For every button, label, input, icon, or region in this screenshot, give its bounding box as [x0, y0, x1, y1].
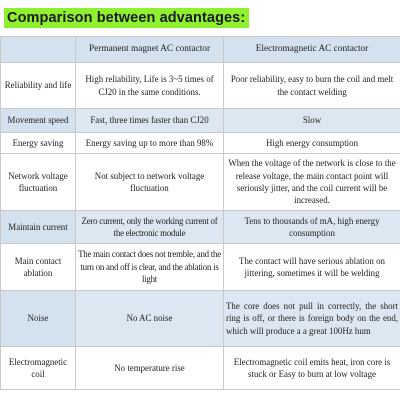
electromagnetic-cell: Electromagnetic coil emits heat, iron core is stuck or Easy to burn at low voltage [224, 347, 400, 390]
permanent-magnet-cell: No temperature rise [76, 347, 224, 390]
header-feature-cell [1, 37, 76, 63]
feature-cell: Energy saving [1, 133, 76, 154]
electromagnetic-cell: High energy consumption [224, 133, 400, 154]
comparison-table [0, 36, 400, 390]
header-permanent-magnet: Permanent magnet AC contactor [76, 37, 224, 63]
permanent-magnet-cell: Zero current, only the working current of the electronic module [76, 211, 224, 244]
electromagnetic-cell: When the voltage of the network is close to the release voltage, the main contact point will seriously jitter, and the coil current will be increased. [224, 154, 400, 211]
table-row [1, 154, 400, 211]
feature-cell: Network voltage fluctuation [1, 154, 76, 211]
header-electromagnetic: Electromagnetic AC contactor [224, 37, 400, 63]
table-header-row [1, 37, 400, 63]
electromagnetic-cell: Tens to thousands of mA, high energy consumption [224, 211, 400, 244]
electromagnetic-cell: Poor reliability, easy to burn the coil and melt the contact welding [224, 63, 400, 109]
title-highlight [4, 8, 249, 28]
permanent-magnet-cell: High reliability, Life is 3~5 times of CJ20 in the same conditions. [76, 63, 224, 109]
feature-cell: Electromagnetic coil [1, 347, 76, 390]
permanent-magnet-cell: No AC noise [76, 291, 224, 347]
electromagnetic-cell: The core does not pull in correctly, the short ring is off, or there is foreign body on the end, which will produce a a great 100Hz hum [224, 291, 400, 347]
permanent-magnet-cell: Energy saving up to more than 98% [76, 133, 224, 154]
feature-cell: Noise [1, 291, 76, 347]
table-row [1, 347, 400, 390]
table-row [1, 133, 400, 154]
table-row [1, 109, 400, 133]
electromagnetic-cell: The contact will have serious ablation on jittering, sometimes it will be welding [224, 244, 400, 291]
permanent-magnet-cell: The main contact does not tremble, and the turn on and off is clear, and the ablation is light [76, 244, 224, 291]
feature-cell: Main contact ablation [1, 244, 76, 291]
permanent-magnet-cell: Not subject to network voltage fluctuation [76, 154, 224, 211]
electromagnetic-cell: Slow [224, 109, 400, 133]
permanent-magnet-cell: Fast, three times faster than CJ20 [76, 109, 224, 133]
table-row [1, 211, 400, 244]
feature-cell: Reliability and life [1, 63, 76, 109]
feature-cell: Movement speed [1, 109, 76, 133]
table-row [1, 63, 400, 109]
feature-cell: Maintain current [1, 211, 76, 244]
table-row [1, 244, 400, 291]
table-row [1, 291, 400, 347]
page-title: Comparison between advantages: [7, 10, 246, 26]
